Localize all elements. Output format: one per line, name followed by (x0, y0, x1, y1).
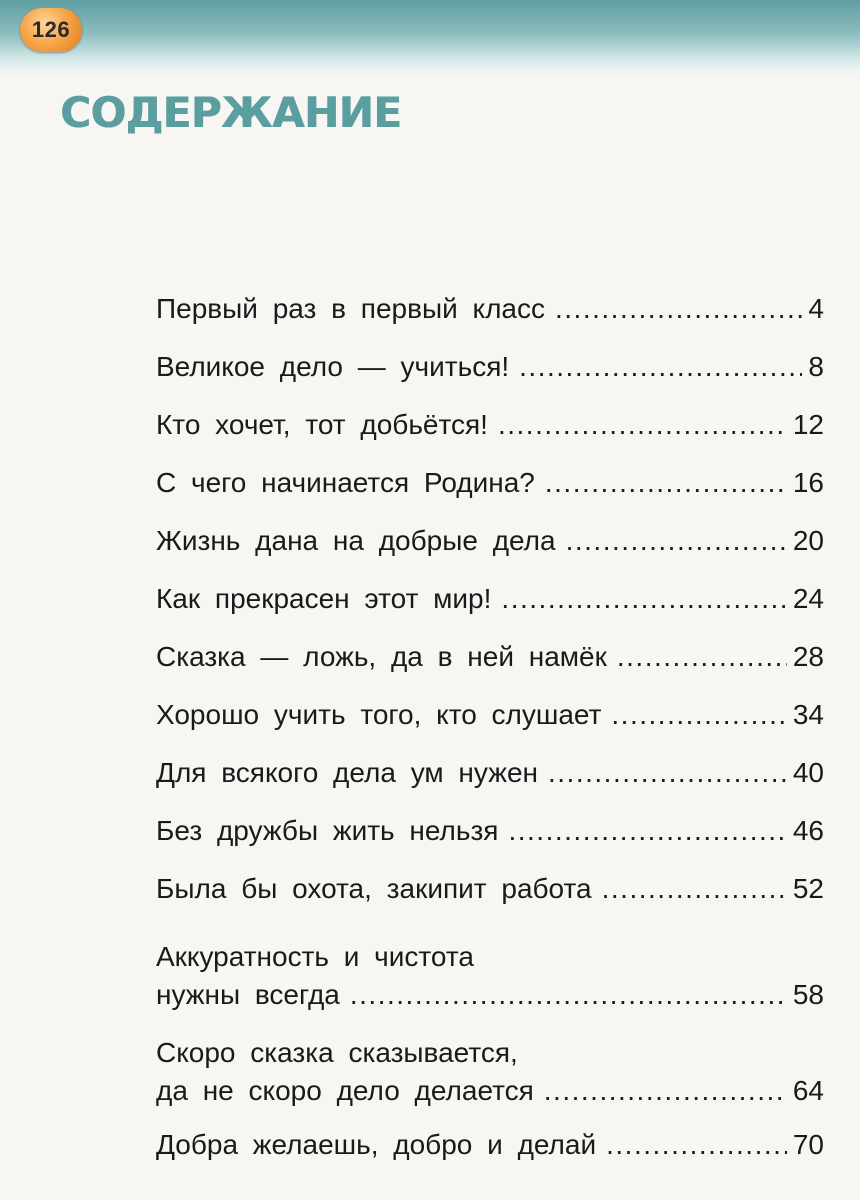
toc-entry-page: 64 (792, 1075, 824, 1106)
dot-leader (555, 290, 802, 328)
toc-entry-title: Была бы охота, закипит работа (156, 873, 592, 904)
toc-entry-title-line1: Аккуратность и чистота (156, 941, 474, 972)
dot-leader (545, 464, 787, 502)
header-band (0, 0, 860, 75)
dot-leader (508, 812, 786, 850)
toc-entry-title: Для всякого дела ум нужен (156, 757, 538, 788)
dot-leader (350, 976, 787, 1014)
dot-leader (617, 638, 787, 676)
toc-entry-page: 4 (808, 293, 824, 324)
toc-entry[interactable] (156, 522, 824, 560)
toc-entry-title: Добра желаешь, добро и делай (156, 1129, 597, 1160)
toc-entry-title: да не скоро дело делается (156, 1075, 534, 1106)
toc-entry[interactable] (156, 938, 824, 1014)
toc-entry[interactable] (156, 638, 824, 676)
toc-entry[interactable] (156, 464, 824, 502)
toc-entry-title: Как прекрасен этот мир! (156, 583, 492, 614)
toc-entry-page: 46 (792, 815, 824, 846)
toc-entry-page: 16 (792, 467, 824, 498)
toc-entry-page: 70 (792, 1129, 824, 1160)
dot-leader (611, 696, 786, 734)
toc-entry-title: Сказка — ложь, да в ней намёк (156, 641, 607, 672)
toc-entry-page: 34 (792, 699, 824, 730)
toc-entry-title: Без дружбы жить нельзя (156, 815, 499, 846)
toc-entry-page: 52 (792, 873, 824, 904)
toc-entry-title-line1: Скоро сказка сказывается, (156, 1037, 518, 1068)
toc-entry-title: Жизнь дана на добрые дела (156, 525, 556, 556)
toc-entry[interactable] (156, 580, 824, 618)
toc-entry-page: 24 (792, 583, 824, 614)
toc-entry-page: 20 (792, 525, 824, 556)
dot-leader (519, 348, 802, 386)
toc-entry-title: нужны всегда (156, 979, 340, 1010)
dot-leader (498, 406, 787, 444)
dot-leader (606, 1126, 787, 1164)
toc-entry-title: Великое дело — учиться! (156, 351, 510, 382)
toc-entry-page: 58 (792, 979, 824, 1010)
toc-entry[interactable] (156, 812, 824, 850)
dot-leader (544, 1072, 787, 1110)
toc-entry-title: Первый раз в первый класс (156, 293, 545, 324)
toc-entry-page: 40 (792, 757, 824, 788)
dot-leader (501, 580, 786, 618)
toc-entry[interactable] (156, 406, 824, 444)
toc-entry[interactable] (156, 348, 824, 386)
toc-entry-title: Хорошо учить того, кто слушает (156, 699, 602, 730)
dot-leader (548, 754, 787, 792)
toc-entry[interactable] (156, 1126, 824, 1164)
toc-entry[interactable] (156, 290, 824, 328)
toc-entry-page: 28 (792, 641, 824, 672)
page-title: СОДЕРЖАНИЕ (60, 88, 402, 137)
page-number-badge (20, 8, 82, 52)
toc-entry[interactable] (156, 870, 824, 908)
toc-entry[interactable] (156, 754, 824, 792)
toc-entry-page: 12 (792, 409, 824, 440)
toc-entry-title: С чего начинается Родина? (156, 467, 535, 498)
dot-leader (602, 870, 787, 908)
page-number: 126 (31, 17, 71, 42)
toc-entry[interactable] (156, 1034, 824, 1110)
dot-leader (566, 522, 787, 560)
toc-entry-title: Кто хочет, тот добьётся! (156, 409, 488, 440)
toc-entry[interactable] (156, 696, 824, 734)
toc-entry-page: 8 (808, 351, 824, 382)
